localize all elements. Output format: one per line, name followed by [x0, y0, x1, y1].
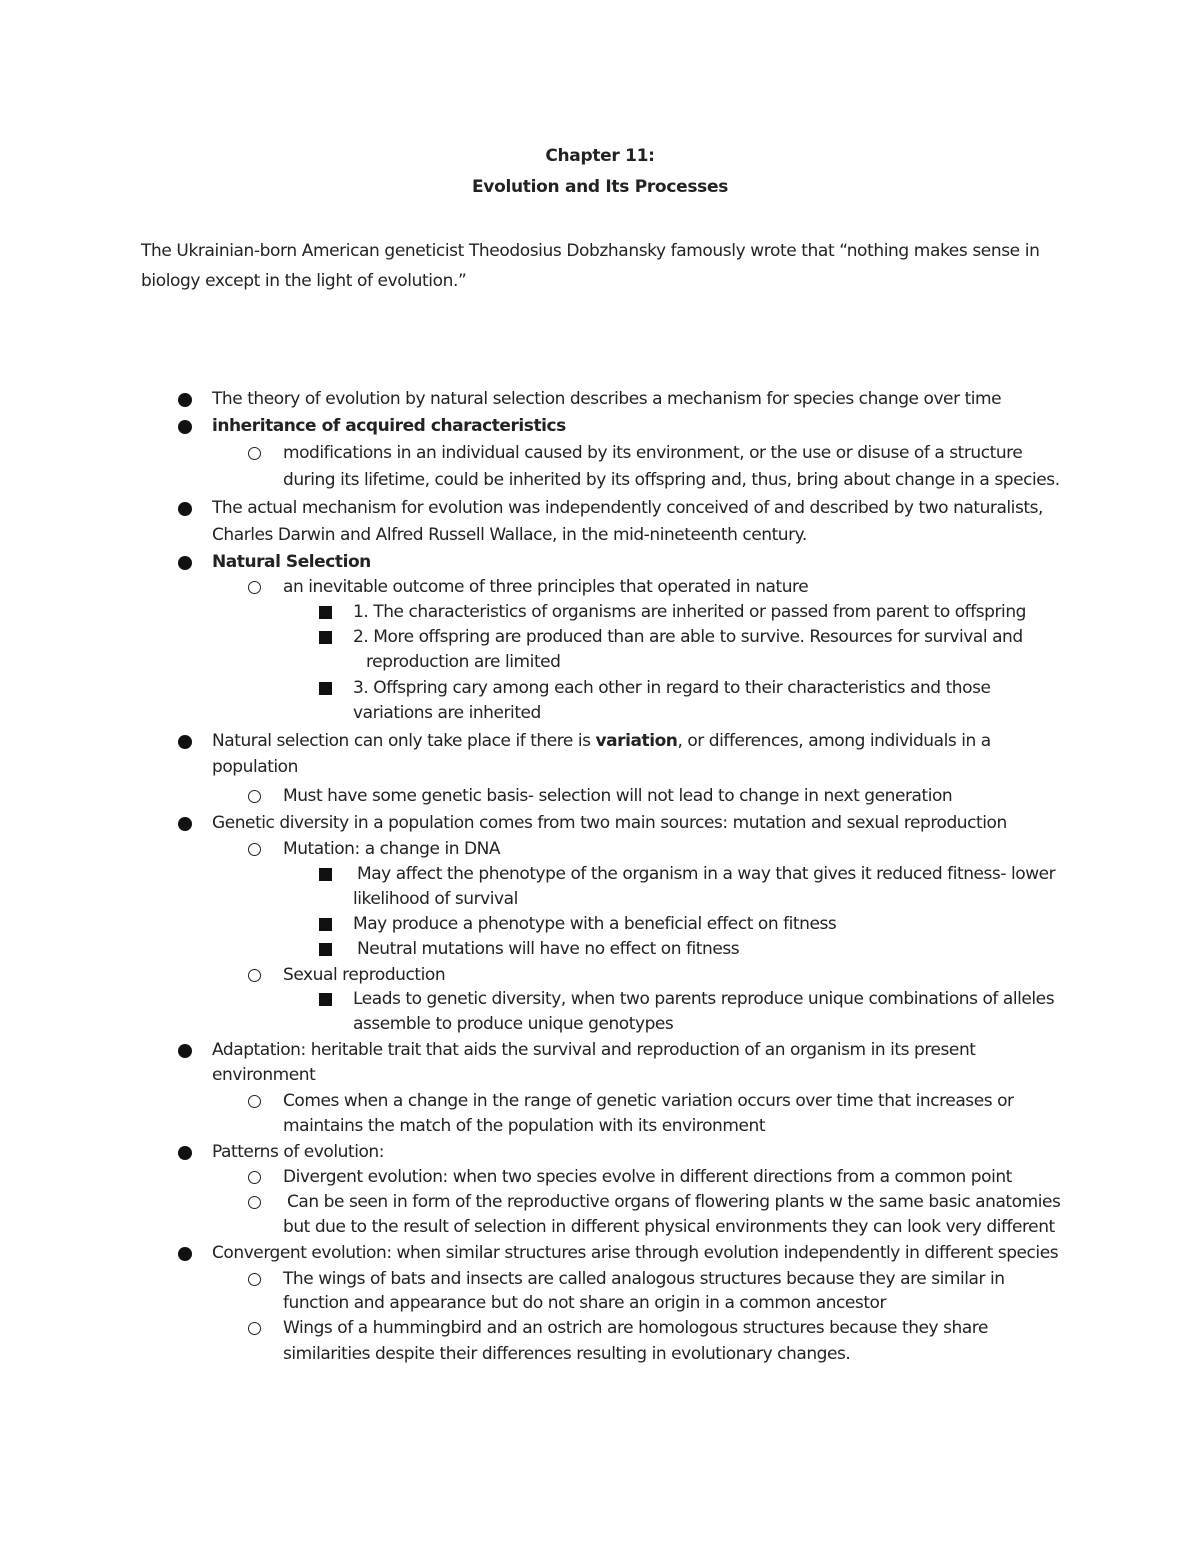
list-item: Genetic diversity in a population comes from two main sources: mutation and sexual reproduction — [212, 813, 1007, 833]
list-item: modifications in an individual caused by its environment, or the use or disuse of a structure — [283, 443, 1023, 463]
bullet-circle-icon — [248, 790, 261, 803]
bullet-disc-icon — [178, 735, 192, 749]
list-item — [212, 729, 991, 755]
list-item: Patterns of evolution: — [212, 1142, 385, 1162]
chapter-subtitle: Evolution and Its Processes — [471, 177, 729, 197]
emphasis-term: variation — [595, 731, 678, 751]
list-item: an inevitable outcome of three principles that operated in nature — [283, 577, 809, 597]
list-item-continued: assemble to produce unique genotypes — [353, 1014, 674, 1034]
bullet-circle-icon — [248, 1322, 261, 1335]
intro-paragraph: The Ukrainian-born American geneticist Theodosius Dobzhansky famously wrote that “nothing makes sense in biology except in the light of evolution.” — [141, 241, 1040, 291]
list-item-continued: reproduction are limited — [366, 652, 561, 672]
list-item-continued: function and appearance but do not share an origin in a common ancestor — [283, 1293, 887, 1313]
bullet-square-icon — [319, 918, 332, 931]
list-item-continued: likelihood of survival — [353, 889, 518, 909]
list-item-continued: environment — [212, 1065, 316, 1085]
bullet-disc-icon — [178, 817, 192, 831]
list-item: The wings of bats and insects are called analogous structures because they are similar in — [283, 1269, 1005, 1289]
bullet-circle-icon — [248, 447, 261, 460]
list-item: Adaptation: heritable trait that aids the survival and reproduction of an organism in its present — [212, 1040, 976, 1060]
list-item: inheritance of acquired characteristics — [212, 416, 566, 436]
list-item: The actual mechanism for evolution was independently conceived of and described by two naturalists, — [212, 498, 1043, 518]
bullet-disc-icon — [178, 502, 192, 516]
text-run: , or differences, among individuals in a — [677, 731, 991, 751]
list-item-continued: population — [212, 757, 298, 777]
list-item: Wings of a hummingbird and an ostrich are homologous structures because they share — [283, 1318, 988, 1338]
list-item-continued: maintains the match of the population with its environment — [283, 1116, 766, 1136]
bullet-disc-icon — [178, 1044, 192, 1058]
bullet-disc-icon — [178, 1146, 192, 1160]
list-item: Must have some genetic basis- selection will not lead to change in next generation — [283, 786, 953, 806]
bullet-square-icon — [319, 943, 332, 956]
list-item: Leads to genetic diversity, when two parents reproduce unique combinations of alleles — [353, 989, 1055, 1009]
bullet-disc-icon — [178, 393, 192, 407]
list-item-continued: but due to the result of selection in different physical environments they can look very different — [283, 1217, 1055, 1237]
list-item: Mutation: a change in DNA — [283, 839, 501, 859]
list-item: Natural Selection — [212, 552, 371, 572]
bullet-square-icon — [319, 993, 332, 1006]
bullet-square-icon — [319, 606, 332, 619]
bullet-square-icon — [319, 682, 332, 695]
list-item: 3. Offspring cary among each other in regard to their characteristics and those — [353, 678, 991, 698]
list-item: Neutral mutations will have no effect on fitness — [357, 939, 740, 959]
list-item: May affect the phenotype of the organism in a way that gives it reduced fitness- lower — [357, 864, 1056, 884]
list-item: The theory of evolution by natural selection describes a mechanism for species change over time — [212, 389, 1002, 409]
list-item: May produce a phenotype with a beneficial effect on fitness — [353, 914, 837, 934]
list-item-continued: during its lifetime, could be inherited by its offspring and, thus, bring about change in a species. — [283, 470, 1060, 490]
bullet-circle-icon — [248, 1196, 261, 1209]
list-item: Can be seen in form of the reproductive organs of flowering plants w the same basic anatomies — [287, 1192, 1061, 1212]
list-item: Divergent evolution: when two species evolve in different directions from a common point — [283, 1167, 1012, 1187]
bullet-disc-icon — [178, 420, 192, 434]
list-item: Sexual reproduction — [283, 965, 446, 985]
bullet-disc-icon — [178, 1247, 192, 1261]
bullet-circle-icon — [248, 1095, 261, 1108]
text-run: Natural selection can only take place if there is — [212, 731, 596, 751]
bullet-disc-icon — [178, 556, 192, 570]
bullet-circle-icon — [248, 1171, 261, 1184]
bullet-square-icon — [319, 868, 332, 881]
list-item: 1. The characteristics of organisms are inherited or passed from parent to offspring — [353, 602, 1026, 622]
bullet-circle-icon — [248, 843, 261, 856]
chapter-heading: Chapter 11: — [545, 146, 655, 166]
bullet-circle-icon — [248, 969, 261, 982]
bullet-circle-icon — [248, 581, 261, 594]
list-item-continued: similarities despite their differences resulting in evolutionary changes. — [283, 1344, 851, 1364]
bullet-circle-icon — [248, 1273, 261, 1286]
list-item: Comes when a change in the range of genetic variation occurs over time that increases or — [283, 1091, 1014, 1111]
list-item-continued: Charles Darwin and Alfred Russell Wallace, in the mid-nineteenth century. — [212, 525, 807, 545]
list-item-continued: variations are inherited — [353, 703, 541, 723]
list-item: 2. More offspring are produced than are able to survive. Resources for survival and — [353, 627, 1023, 647]
list-item: Convergent evolution: when similar structures arise through evolution independently in different species — [212, 1243, 1059, 1263]
bullet-square-icon — [319, 631, 332, 644]
